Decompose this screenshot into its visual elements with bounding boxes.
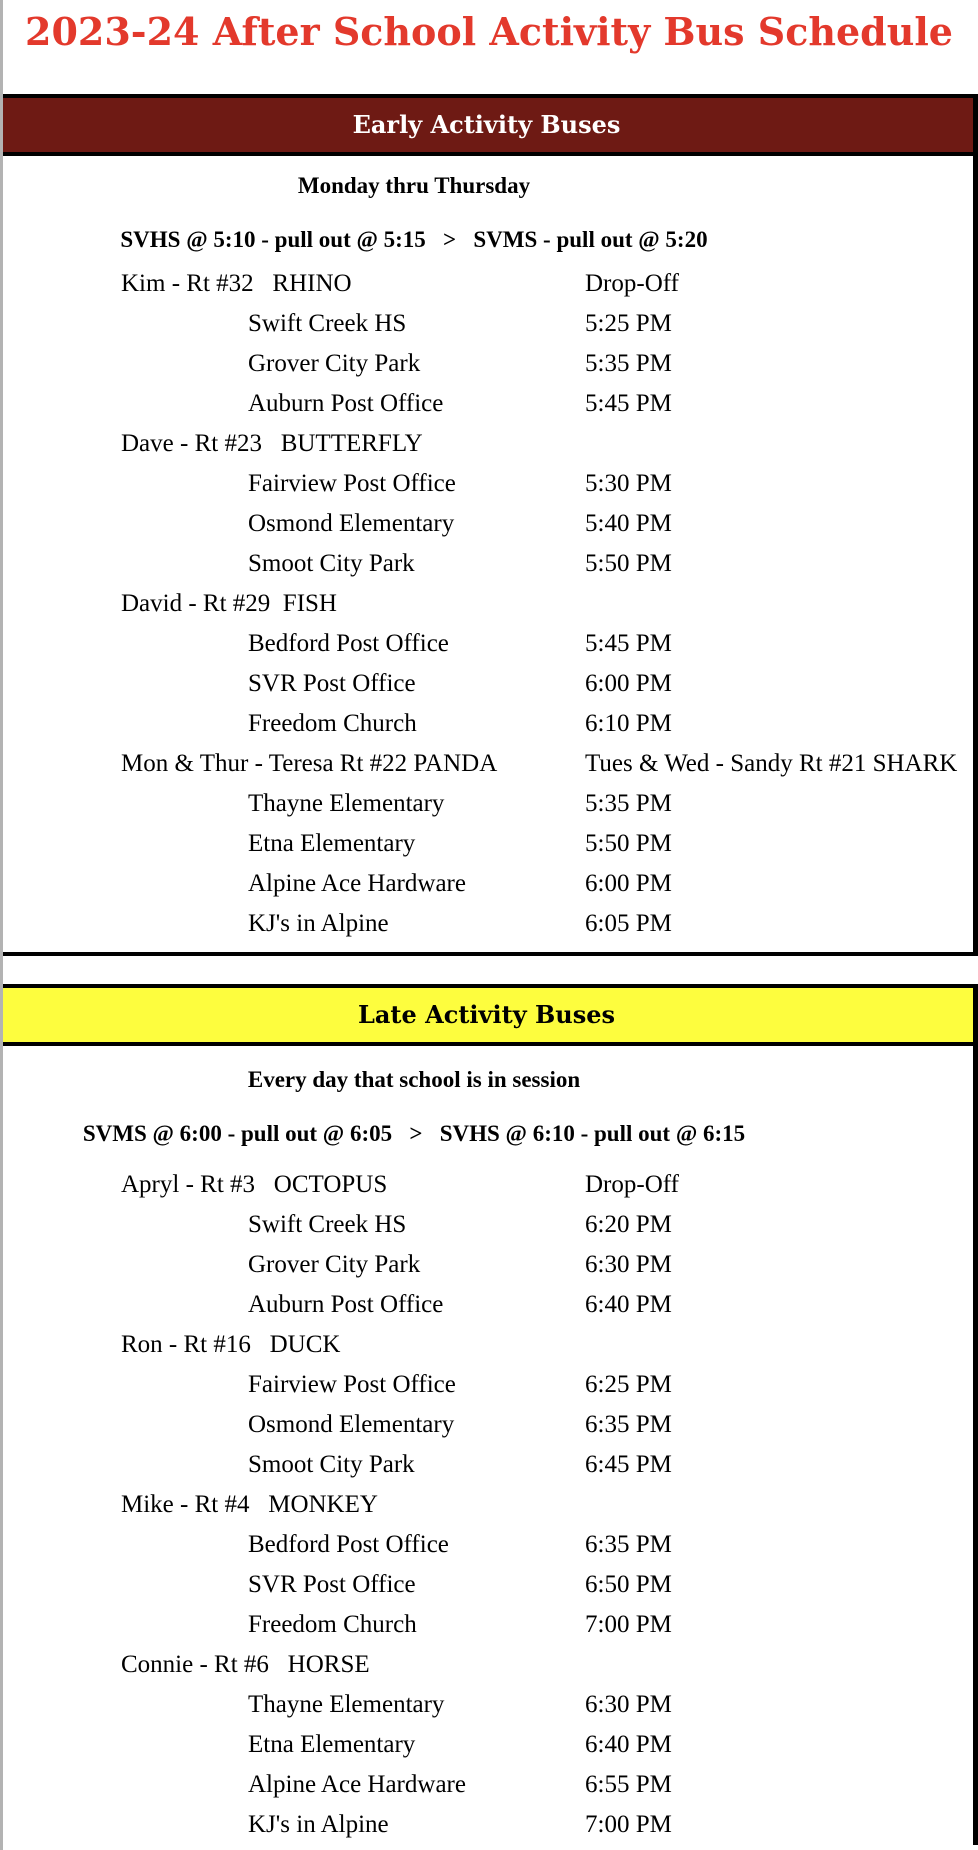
early-days-subtitle: Monday thru Thursday (297, 173, 531, 198)
stop-label: Grover City Park (248, 1251, 421, 1278)
stop-time: 5:35 PM (585, 350, 672, 377)
stop-time: 6:00 PM (585, 870, 672, 897)
stop-row (0, 1805, 973, 1845)
stop-row (0, 344, 973, 384)
late-pullout-times: SVMS @ 6:00 - pull out @ 6:05 > SVHS @ 6:10 - pull out @ 6:15 (82, 1121, 746, 1146)
driver-label: Mike - Rt #4 MONKEY (121, 1491, 378, 1518)
stop-row (0, 1765, 973, 1805)
stop-row (0, 624, 973, 664)
stop-row (0, 1365, 973, 1405)
late-days-subtitle: Every day that school is in session (247, 1067, 581, 1092)
driver-row (0, 744, 973, 784)
stop-time: 6:10 PM (585, 710, 672, 737)
stop-row (0, 1205, 973, 1245)
stop-row (0, 1605, 973, 1645)
late-activity-table (0, 984, 978, 1845)
stop-label: Grover City Park (248, 350, 421, 377)
stop-row (0, 1525, 973, 1565)
stop-label: Etna Elementary (248, 1731, 416, 1758)
late-table-body (0, 1046, 973, 1845)
stop-time: 6:50 PM (585, 1571, 672, 1598)
stop-time: 6:45 PM (585, 1451, 672, 1478)
alt-driver-label: Tues & Wed - Sandy Rt #21 SHARK (585, 750, 958, 777)
stop-time: 6:35 PM (585, 1531, 672, 1558)
driver-row (0, 1485, 973, 1525)
driver-label: Dave - Rt #23 BUTTERFLY (121, 430, 423, 457)
stop-time: 6:20 PM (585, 1211, 672, 1238)
stop-row (0, 464, 973, 504)
stop-label: Smoot City Park (248, 550, 415, 577)
stop-time: 5:40 PM (585, 510, 672, 537)
stop-label: Osmond Elementary (248, 510, 455, 537)
stop-label: Swift Creek HS (248, 1211, 407, 1238)
stop-time: 6:35 PM (585, 1411, 672, 1438)
stop-time: 6:05 PM (585, 910, 672, 937)
stop-row (0, 1285, 973, 1325)
stop-row (0, 1685, 973, 1725)
stop-row (0, 664, 973, 704)
stop-row (0, 904, 973, 944)
stop-label: Bedford Post Office (248, 630, 449, 657)
stop-time: 6:40 PM (585, 1731, 672, 1758)
stop-row (0, 824, 973, 864)
stop-row (0, 864, 973, 904)
stop-label: Osmond Elementary (248, 1411, 455, 1438)
stop-label: Etna Elementary (248, 830, 416, 857)
driver-row (0, 1325, 973, 1365)
driver-row (0, 424, 973, 464)
driver-label: Apryl - Rt #3 OCTOPUS (121, 1171, 388, 1198)
stop-label: Smoot City Park (248, 1451, 415, 1478)
stop-row (0, 384, 973, 424)
stop-label: Thayne Elementary (248, 1691, 445, 1718)
stop-time: 5:35 PM (585, 790, 672, 817)
stop-time: 6:00 PM (585, 670, 672, 697)
stop-label: SVR Post Office (248, 670, 416, 697)
stop-row (0, 1565, 973, 1605)
stop-time: 5:45 PM (585, 390, 672, 417)
stop-label: Thayne Elementary (248, 790, 445, 817)
stop-time: 7:00 PM (585, 1611, 672, 1638)
stop-label: KJ's in Alpine (248, 1811, 389, 1838)
stop-time: 6:40 PM (585, 1291, 672, 1318)
driver-row (0, 264, 973, 304)
stop-row (0, 784, 973, 824)
page-edge-line (0, 0, 3, 1850)
driver-row (0, 584, 973, 624)
stop-row (0, 704, 973, 744)
stop-label: KJ's in Alpine (248, 910, 389, 937)
stop-time: 6:30 PM (585, 1251, 672, 1278)
stop-row (0, 304, 973, 344)
dropoff-column-header: Drop-Off (585, 270, 679, 297)
stop-label: Alpine Ace Hardware (248, 1771, 466, 1798)
stop-time: 5:50 PM (585, 830, 672, 857)
driver-label: David - Rt #29 FISH (121, 590, 337, 617)
early-activity-table (0, 94, 978, 956)
driver-row (0, 1165, 973, 1205)
stop-time: 5:30 PM (585, 470, 672, 497)
stop-row (0, 1445, 973, 1485)
stop-row (0, 544, 973, 584)
stop-label: Alpine Ace Hardware (248, 870, 466, 897)
stop-time: 5:45 PM (585, 630, 672, 657)
stop-time: 6:30 PM (585, 1691, 672, 1718)
stop-row (0, 1725, 973, 1765)
stop-time: 7:00 PM (585, 1811, 672, 1838)
early-pullout-times: SVHS @ 5:10 - pull out @ 5:15 > SVMS - pull out @ 5:20 (120, 227, 708, 252)
stop-label: Swift Creek HS (248, 310, 407, 337)
stop-label: Fairview Post Office (248, 1371, 456, 1398)
stop-label: Freedom Church (248, 1611, 417, 1638)
early-header-bar (0, 98, 973, 156)
stop-row (0, 1405, 973, 1445)
stop-label: Freedom Church (248, 710, 417, 737)
stop-row (0, 504, 973, 544)
driver-label: Connie - Rt #6 HORSE (121, 1651, 370, 1678)
stop-time: 5:25 PM (585, 310, 672, 337)
late-header-bar (0, 988, 973, 1046)
early-table-body (0, 156, 973, 956)
driver-row (0, 1645, 973, 1685)
dropoff-column-header: Drop-Off (585, 1171, 679, 1198)
stop-time: 6:55 PM (585, 1771, 672, 1798)
stop-label: Auburn Post Office (248, 1291, 444, 1318)
stop-row (0, 1245, 973, 1285)
early-header-label: Early Activity Buses (352, 110, 621, 139)
stop-label: Fairview Post Office (248, 470, 456, 497)
driver-label: Ron - Rt #16 DUCK (121, 1331, 341, 1358)
stop-label: Bedford Post Office (248, 1531, 449, 1558)
stop-time: 5:50 PM (585, 550, 672, 577)
stop-time: 6:25 PM (585, 1371, 672, 1398)
late-header-label: Late Activity Buses (357, 1000, 616, 1029)
late-rows (0, 1165, 973, 1845)
stop-label: SVR Post Office (248, 1571, 416, 1598)
early-rows (0, 264, 973, 944)
driver-label: Mon & Thur - Teresa Rt #22 PANDA (121, 750, 498, 777)
stop-label: Auburn Post Office (248, 390, 444, 417)
page-title: 2023-24 After School Activity Bus Schedule (25, 9, 953, 54)
driver-label: Kim - Rt #32 RHINO (121, 270, 352, 297)
